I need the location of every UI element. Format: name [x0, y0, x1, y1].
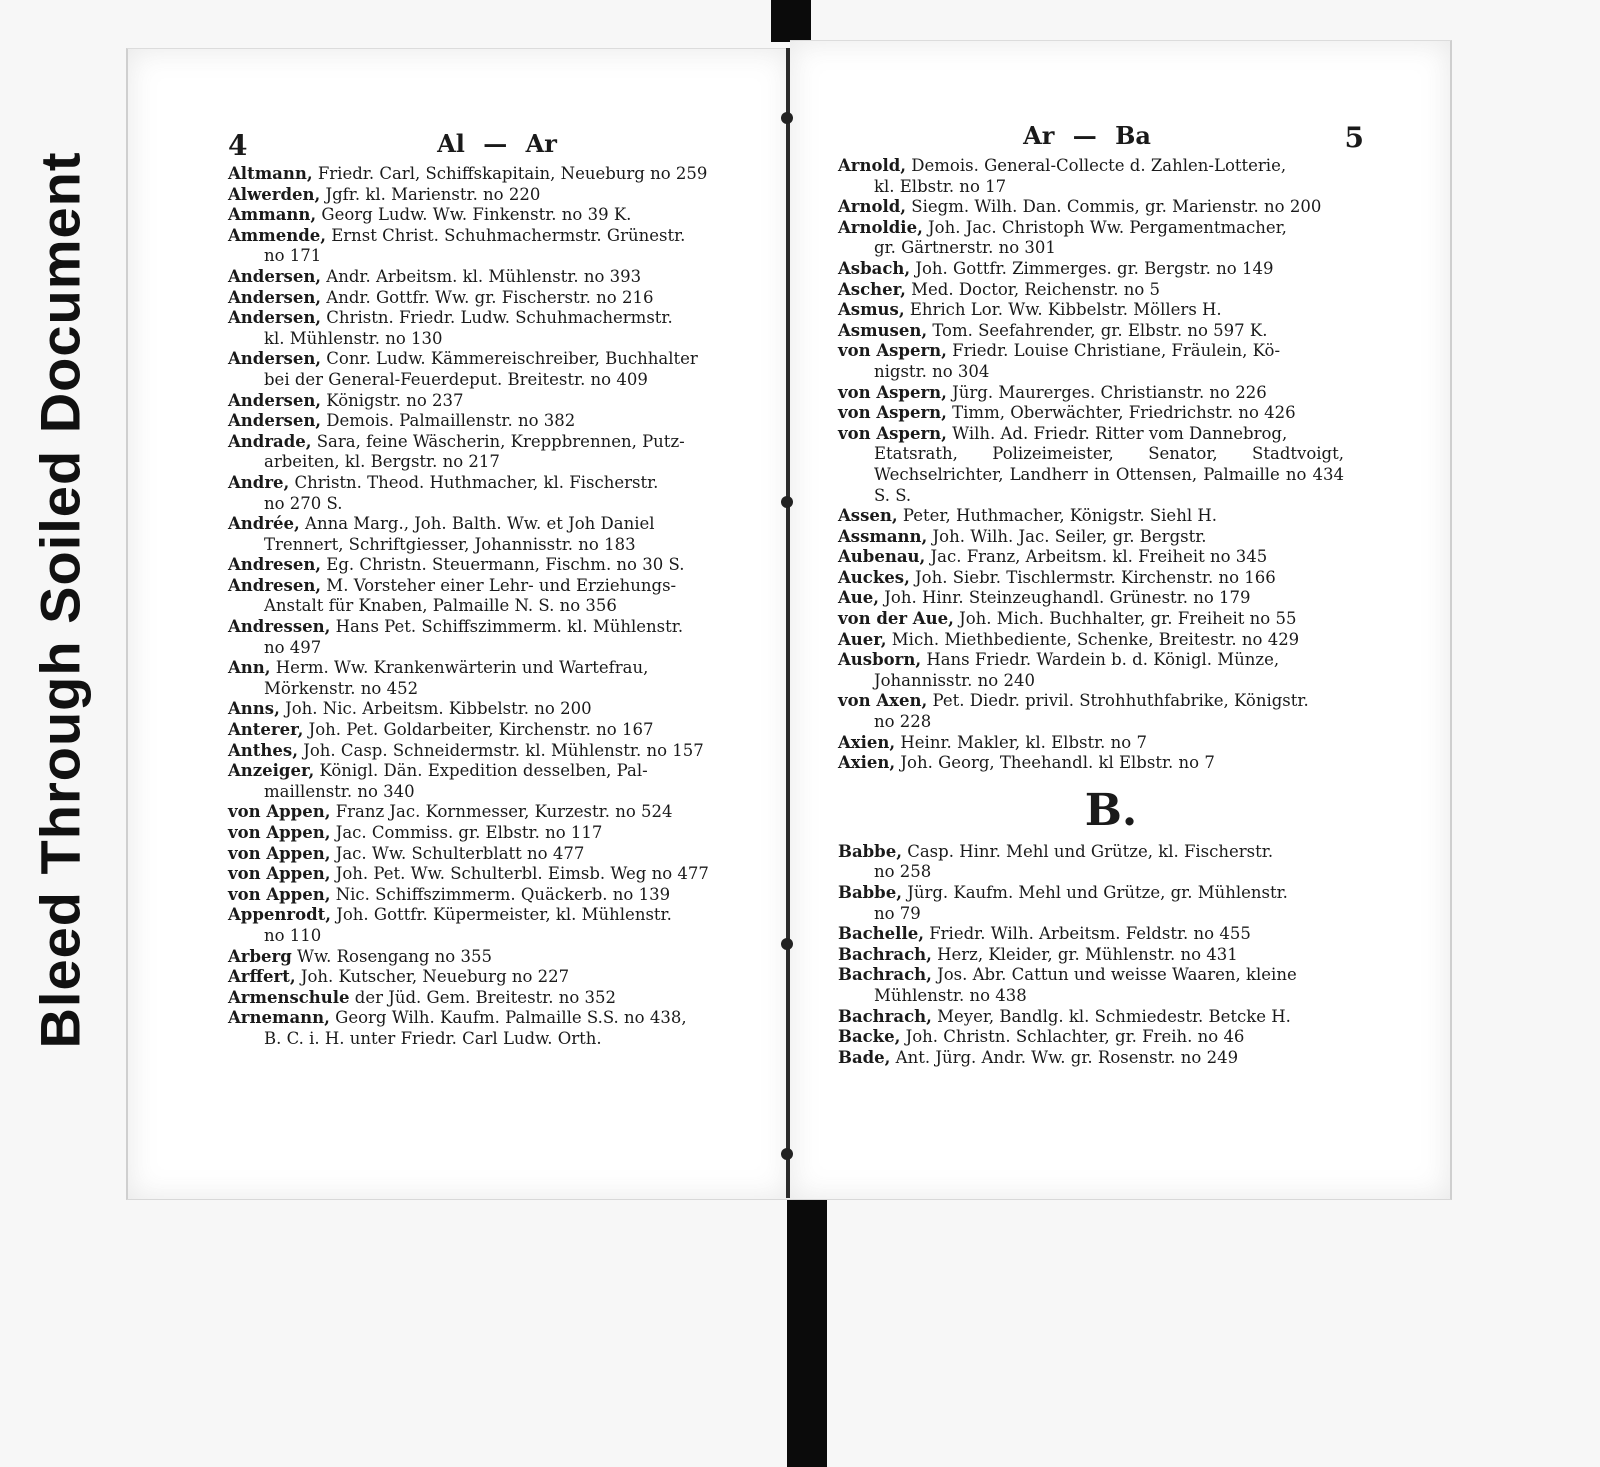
entry-detail: Joh. Nic. Arbeitsm. Kibbelstr. no 200	[279, 699, 592, 719]
entry-detail: Joh. Wilh. Jac. Seiler, gr. Bergstr.	[927, 526, 1207, 546]
directory-entry	[228, 308, 728, 349]
entry-name: Bachrach,	[838, 965, 932, 985]
directory-entry	[838, 883, 1344, 924]
directory-entry	[838, 280, 1344, 301]
entry-name: Arnemann,	[228, 1008, 330, 1028]
entry-name: Aubenau,	[838, 547, 926, 567]
entry-name: Asmus,	[838, 300, 905, 320]
directory-entry	[838, 527, 1344, 548]
directory-entry	[838, 588, 1344, 609]
directory-entry	[228, 411, 728, 432]
entry-name: von Appen,	[228, 864, 331, 884]
entry-detail: Demois. General-Collecte d. Zahlen-Lotterie,	[906, 156, 1287, 175]
entry-name: Assen,	[838, 506, 898, 526]
entry-detail: Georg Ludw. Ww. Finkenstr. no 39 K.	[316, 205, 632, 225]
entry-name: Alwerden,	[228, 184, 321, 204]
entry-name: Andersen,	[228, 266, 322, 286]
entry-name: Bachelle,	[838, 924, 924, 944]
binding-mark	[781, 496, 793, 508]
binding-mark	[781, 938, 793, 950]
directory-entry	[838, 630, 1344, 651]
entry-detail: Tom. Seefahrender, gr. Elbstr. no 597 K.	[927, 320, 1268, 340]
left-page-range: Al — Ar	[437, 129, 557, 158]
entry-detail: Joh. Mich. Buchhalter, gr. Freiheit no 55	[953, 609, 1297, 629]
directory-entry	[838, 691, 1344, 732]
directory-entry	[228, 988, 728, 1009]
entry-detail: Friedr. Carl, Schiffskapitain, Neueburg no 259	[312, 164, 708, 183]
entry-name: von Aspern,	[838, 423, 947, 443]
entry-detail: Meyer, Bandlg. kl. Schmiedestr. Betcke H.	[931, 1006, 1291, 1026]
entry-detail: Königstr. no 237	[321, 390, 464, 410]
entry-name: Altmann,	[228, 164, 313, 183]
directory-entry	[838, 568, 1344, 589]
entry-detail: Joh. Hinr. Steinzeughandl. Grünestr. no 179	[879, 588, 1251, 608]
left-page-header	[228, 129, 766, 162]
entry-continuation: Etatsrath, Polizeimeister, Senator, Stadtvoigt, Wechselrichter, Landherr in Ottensen, Palmaille no 434 S. S.	[874, 444, 1344, 505]
entry-detail: Jürg. Maurerges. Christianstr. no 226	[946, 382, 1267, 402]
entry-continuation: bei der General-Feuerdeput. Breitestr. no 409	[264, 369, 648, 389]
entry-name: Ascher,	[838, 279, 906, 299]
directory-entry	[838, 300, 1344, 321]
entry-name: Babbe,	[838, 883, 902, 902]
directory-entry	[838, 609, 1344, 630]
entry-detail: Georg Wilh. Kaufm. Palmaille S.S. no 438,	[329, 1008, 687, 1028]
entry-detail: Andr. Gottfr. Ww. gr. Fischerstr. no 216	[321, 287, 654, 307]
entry-name: Andersen,	[228, 411, 322, 431]
directory-entry	[228, 226, 728, 267]
directory-entry	[228, 391, 728, 412]
entry-name: Asbach,	[838, 258, 911, 278]
entry-name: Andersen,	[228, 287, 322, 307]
entry-detail: Joh. Jac. Christoph Ww. Pergamentmacher,	[922, 217, 1287, 237]
entry-detail: Pet. Diedr. privil. Strohhuthfabrike, Königstr.	[927, 691, 1309, 711]
entry-detail: Jac. Franz, Arbeitsm. kl. Freiheit no 345	[925, 547, 1268, 567]
directory-entry	[228, 555, 728, 576]
entry-name: Arberg	[228, 946, 292, 966]
entry-detail: Joh. Gottfr. Zimmerges. gr. Bergstr. no 149	[910, 258, 1274, 278]
directory-entry	[838, 156, 1344, 197]
entry-name: Backe,	[838, 1027, 901, 1047]
directory-entry	[838, 547, 1344, 568]
entry-continuation: kl. Elbstr. no 17	[874, 176, 1007, 196]
directory-entry	[838, 650, 1344, 691]
entry-continuation: no 497	[264, 637, 322, 657]
entry-detail: Ww. Rosengang no 355	[291, 946, 492, 966]
entry-detail: Joh. Kutscher, Neueburg no 227	[295, 967, 570, 987]
entry-continuation: Anstalt für Knaben, Palmaille N. S. no 356	[264, 596, 617, 616]
stamp-text: Bleed Through Soiled Document	[28, 151, 92, 1049]
entry-detail: Sara, feine Wäscherin, Kreppbrennen, Putz-	[311, 431, 685, 451]
directory-entry	[228, 164, 728, 185]
directory-entry	[228, 947, 728, 968]
directory-entry	[838, 1007, 1344, 1028]
directory-entry	[228, 514, 728, 555]
entry-detail: Eg. Christn. Steuermann, Fischm. no 30 S.	[321, 555, 685, 575]
entry-name: von Aspern,	[838, 341, 947, 361]
entry-name: Ausborn,	[838, 650, 922, 670]
entry-name: Asmusen,	[838, 320, 928, 340]
directory-entry	[228, 823, 728, 844]
directory-entry	[838, 383, 1344, 404]
entry-detail: Nic. Schiffszimmerm. Quäckerb. no 139	[330, 884, 671, 904]
entry-detail: Friedr. Louise Christiane, Fräulein, Kö-	[946, 341, 1281, 361]
entry-detail: Herz, Kleider, gr. Mühlenstr. no 431	[931, 944, 1238, 964]
entry-name: Ammann,	[228, 205, 317, 225]
directory-entry	[228, 288, 728, 309]
entry-name: Arffert,	[228, 967, 296, 987]
entry-continuation: no 79	[874, 903, 921, 923]
entry-detail: M. Vorsteher einer Lehr- und Erziehungs-	[321, 575, 677, 595]
left-entries-list	[228, 164, 728, 1050]
entry-name: Aue,	[838, 588, 880, 608]
entry-detail: Jgfr. kl. Marienstr. no 220	[320, 184, 541, 204]
directory-entry	[838, 753, 1344, 774]
directory-entry	[838, 259, 1344, 280]
entry-name: von Appen,	[228, 823, 331, 842]
right-page-number: 5	[1344, 121, 1364, 154]
entry-continuation: Mörkenstr. no 452	[264, 678, 419, 698]
entry-detail: Wilh. Ad. Friedr. Ritter vom Dannebrog,	[946, 423, 1288, 443]
directory-entry	[228, 905, 728, 946]
entry-name: Anns,	[228, 699, 280, 719]
entry-name: von Appen,	[228, 884, 331, 904]
entry-detail: Friedr. Wilh. Arbeitsm. Feldstr. no 455	[923, 924, 1251, 944]
entry-name: Bade,	[838, 1047, 891, 1067]
right-entries-list	[838, 156, 1344, 1068]
entry-detail: Jos. Abr. Cattun und weisse Waaren, kleine	[931, 965, 1297, 985]
entry-detail: Heinr. Makler, kl. Elbstr. no 7	[895, 732, 1147, 752]
directory-entry	[838, 842, 1344, 883]
entry-detail: Franz Jac. Kornmesser, Kurzestr. no 524	[330, 802, 673, 822]
directory-entry	[838, 321, 1344, 342]
entry-name: von Aspern,	[838, 382, 947, 402]
entry-detail: Herm. Ww. Krankenwärterin und Wartefrau,	[270, 658, 649, 678]
entry-continuation: gr. Gärtnerstr. no 301	[874, 238, 1056, 258]
entry-name: Andre,	[228, 472, 290, 492]
entry-detail: Joh. Georg, Theehandl. kl Elbstr. no 7	[895, 753, 1215, 773]
section-letter-b: B.	[1084, 784, 1138, 836]
entry-continuation: arbeiten, kl. Bergstr. no 217	[264, 452, 500, 472]
entry-name: von Aspern,	[838, 403, 947, 423]
entry-detail: Joh. Gottfr. Küpermeister, kl. Mühlenstr.	[330, 905, 672, 925]
directory-entry	[228, 802, 728, 823]
side-stamp	[30, 100, 90, 1100]
entry-continuation: no 258	[874, 862, 932, 882]
entry-detail: Königl. Dän. Expedition desselben, Pal-	[314, 761, 648, 781]
entry-name: Auckes,	[838, 567, 910, 587]
directory-entry	[228, 205, 728, 226]
entry-name: Arnold,	[838, 197, 907, 217]
entry-name: von Appen,	[228, 802, 331, 822]
entry-detail: Casp. Hinr. Mehl und Grütze, kl. Fischerstr.	[901, 841, 1274, 861]
entry-detail: Joh. Pet. Goldarbeiter, Kirchenstr. no 167	[303, 720, 654, 740]
entry-name: Appenrodt,	[228, 905, 331, 925]
scan-bar-bottom	[787, 1196, 827, 1467]
entry-continuation: Mühlenstr. no 438	[874, 985, 1027, 1005]
directory-entry	[838, 341, 1344, 382]
entry-name: Armenschule	[228, 987, 350, 1007]
entry-name: Andressen,	[228, 617, 331, 637]
entry-name: Andresen,	[228, 575, 322, 595]
entry-detail: Med. Doctor, Reichenstr. no 5	[905, 279, 1161, 299]
entry-name: Anthes,	[228, 740, 298, 760]
entry-detail: Andr. Arbeitsm. kl. Mühlenstr. no 393	[321, 266, 642, 286]
entry-name: Andresen,	[228, 555, 322, 575]
entry-detail: Ehrich Lor. Ww. Kibbelstr. Möllers H.	[904, 300, 1222, 320]
entry-name: Andrée,	[228, 514, 300, 534]
entry-detail: Ant. Jürg. Andr. Ww. gr. Rosenstr. no 249	[890, 1047, 1239, 1067]
entry-name: Axien,	[838, 753, 896, 773]
binding-mark	[781, 1148, 793, 1160]
entry-name: Arnoldie,	[838, 217, 923, 237]
entry-detail: Joh. Siebr. Tischlermstr. Kirchenstr. no 166	[909, 567, 1276, 587]
entry-detail: Joh. Casp. Schneidermstr. kl. Mühlenstr. no 157	[297, 740, 704, 760]
directory-entry	[838, 424, 1344, 506]
directory-entry	[838, 1048, 1344, 1069]
directory-entry	[228, 349, 728, 390]
entry-name: Anzeiger,	[228, 761, 315, 781]
entry-name: Andrade,	[228, 431, 312, 451]
directory-entry	[838, 197, 1344, 218]
entry-continuation: Johannisstr. no 240	[874, 670, 1035, 690]
entry-detail: Mich. Miethbediente, Schenke, Breitestr. no 429	[886, 629, 1300, 649]
entry-detail: Jac. Commiss. gr. Elbstr. no 117	[330, 823, 603, 842]
directory-entry	[838, 733, 1344, 754]
entry-detail: Jac. Ww. Schulterblatt no 477	[330, 843, 585, 863]
directory-entry	[228, 576, 728, 617]
entry-detail: Anna Marg., Joh. Balth. Ww. et Joh Daniel	[299, 514, 655, 534]
directory-entry	[838, 1027, 1344, 1048]
directory-entry	[228, 1008, 728, 1049]
entry-detail: Joh. Christn. Schlachter, gr. Freih. no 46	[900, 1027, 1245, 1047]
directory-entry	[228, 844, 728, 865]
left-page-number: 4	[228, 129, 248, 162]
directory-entry	[228, 864, 728, 885]
entry-name: Axien,	[838, 732, 896, 752]
entry-name: Assmann,	[838, 526, 928, 546]
directory-entry	[228, 473, 728, 514]
entry-continuation: Trennert, Schriftgiesser, Johannisstr. no 183	[264, 534, 636, 554]
entry-continuation: maillenstr. no 340	[264, 781, 415, 801]
entry-name: von Axen,	[838, 691, 928, 711]
directory-entry	[228, 720, 728, 741]
directory-entry	[838, 924, 1344, 945]
entry-detail: Christn. Friedr. Ludw. Schuhmachermstr.	[321, 308, 673, 328]
directory-entry	[228, 699, 728, 720]
entry-detail: Siegm. Wilh. Dan. Commis, gr. Marienstr. no 200	[906, 197, 1322, 217]
right-page-header	[834, 121, 1364, 154]
entry-name: Babbe,	[838, 841, 902, 861]
directory-entry	[838, 965, 1344, 1006]
entry-name: von Appen,	[228, 843, 331, 863]
entry-continuation: B. C. i. H. unter Friedr. Carl Ludw. Orth.	[264, 1028, 602, 1048]
entry-name: Andersen,	[228, 390, 322, 410]
entry-continuation: no 171	[264, 246, 322, 266]
entry-name: Arnold,	[838, 156, 907, 175]
entry-detail: Conr. Ludw. Kämmereischreiber, Buchhalter	[321, 349, 698, 369]
entry-detail: Jürg. Kaufm. Mehl und Grütze, gr. Mühlenstr.	[901, 883, 1288, 902]
entry-detail: Joh. Pet. Ww. Schulterbl. Eimsb. Weg no 477	[330, 864, 709, 884]
directory-entry	[838, 506, 1344, 527]
entry-continuation: no 110	[264, 925, 322, 945]
entry-name: Bachrach,	[838, 1006, 932, 1026]
entry-name: Andersen,	[228, 349, 322, 369]
entry-name: Ann,	[228, 658, 271, 678]
entry-name: Andersen,	[228, 308, 322, 328]
entry-detail: Ernst Christ. Schuhmachermstr. Grünestr.	[326, 225, 686, 245]
book-gutter	[786, 48, 790, 1198]
directory-entry	[228, 761, 728, 802]
entry-name: Bachrach,	[838, 944, 932, 964]
entry-name: von der Aue,	[838, 609, 954, 629]
entry-detail: Timm, Oberwächter, Friedrichstr. no 426	[946, 403, 1296, 423]
directory-entry	[838, 403, 1344, 424]
directory-entry	[228, 267, 728, 288]
entry-continuation: no 270 S.	[264, 493, 343, 513]
left-page	[126, 48, 790, 1200]
entry-continuation: no 228	[874, 712, 932, 732]
directory-entry	[228, 432, 728, 473]
entry-detail: Hans Pet. Schiffszimmerm. kl. Mühlenstr.	[330, 617, 684, 637]
entry-detail: der Jüd. Gem. Breitestr. no 352	[349, 987, 617, 1007]
scan-bar-top	[771, 0, 811, 42]
directory-entry	[228, 185, 728, 206]
directory-entry	[228, 741, 728, 762]
directory-entry	[228, 658, 728, 699]
directory-entry	[228, 617, 728, 658]
entry-name: Ammende,	[228, 225, 326, 245]
entry-continuation: kl. Mühlenstr. no 130	[264, 328, 443, 348]
entry-continuation: nigstr. no 304	[874, 361, 990, 381]
entry-detail: Christn. Theod. Huthmacher, kl. Fischerstr.	[289, 472, 659, 492]
binding-mark	[781, 112, 793, 124]
directory-entry	[838, 945, 1344, 966]
right-page	[790, 40, 1452, 1200]
entry-detail: Hans Friedr. Wardein b. d. Königl. Münze,	[921, 650, 1280, 670]
entry-detail: Demois. Palmaillenstr. no 382	[321, 411, 576, 431]
directory-entry	[228, 885, 728, 906]
entry-name: Auer,	[838, 629, 887, 649]
entry-name: Anterer,	[228, 720, 304, 740]
directory-entry	[838, 218, 1344, 259]
directory-entry	[228, 967, 728, 988]
entry-detail: Peter, Huthmacher, Königstr. Siehl H.	[897, 506, 1217, 526]
right-page-range: Ar — Ba	[1023, 121, 1151, 150]
